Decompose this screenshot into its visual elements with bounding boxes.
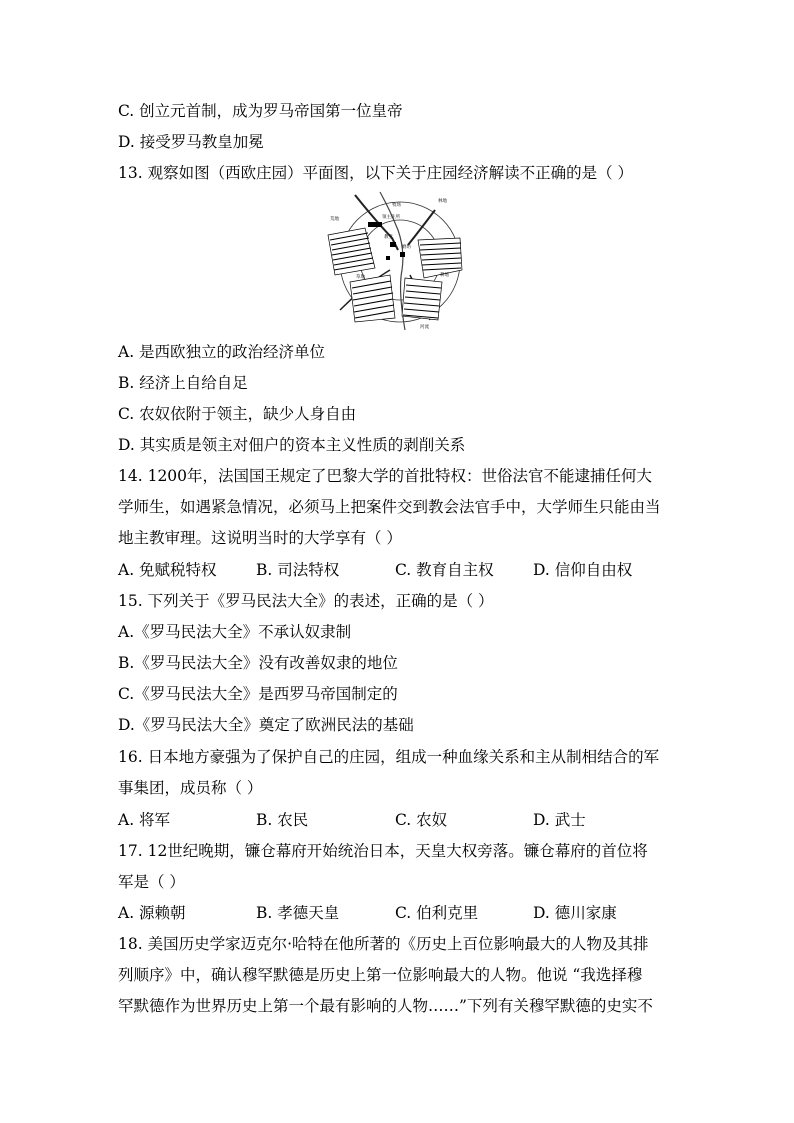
figure-label: 教堂 <box>384 235 393 240</box>
question-14-line-3: 地主教审理。这说明当时的大学享有（ ） <box>118 529 402 547</box>
question-16-line-2: 事集团，成员称（ ） <box>118 779 263 797</box>
question-17-line-1: 17. 12世纪晚期，镰仓幕府开始统治日本，天皇大权旁落。镰仓幕府的首位将 <box>118 842 648 860</box>
figure-label: 河流 <box>420 325 429 330</box>
q13-option-d: D. 其实质是领主对佃户的资本主义性质的剥削关系 <box>118 436 466 454</box>
q15-option-b: B.《罗马民法大全》没有改善奴隶的地位 <box>118 654 398 672</box>
q15-option-d: D.《罗马民法大全》奠定了欧洲民法的基础 <box>118 716 414 734</box>
q13-option-b: B. 经济上自给自足 <box>118 374 248 392</box>
figure-label: 领主住所 <box>382 215 400 220</box>
q17-option-a: A. 源赖朝 <box>118 904 186 922</box>
q12-option-c: C. 创立元首制，成为罗马帝国第一位皇帝 <box>118 102 403 120</box>
q17-option-c: C. 伯利克里 <box>395 904 479 922</box>
q16-option-d: D. 武士 <box>533 811 586 829</box>
figure-label: 草地 <box>356 275 365 280</box>
q14-option-b: B. 司法特权 <box>256 561 340 579</box>
question-13-stem: 13. 观察如图（西欧庄园）平面图，以下关于庄园经济解读不正确的是（ ） <box>118 164 634 182</box>
q14-option-d: D. 信仰自由权 <box>533 561 633 579</box>
figure-label: 牧场 <box>392 203 401 208</box>
question-14-line-2: 学师生，如遇紧急情况，必须马上把案件交到教会法官手中，大学师生只能由当 <box>118 498 661 516</box>
question-18-line-3: 罕默德作为世界历史上第一个最有影响的人物……”下列有关穆罕默德的史实不 <box>118 997 653 1015</box>
figure-label: 林地 <box>438 199 447 204</box>
q15-option-c: C.《罗马民法大全》是西罗马帝国制定的 <box>118 685 398 703</box>
question-17-line-2: 军是（ ） <box>118 873 185 891</box>
q14-option-c: C. 教育自主权 <box>395 561 494 579</box>
figure-label: 磨坊 <box>402 245 411 250</box>
q15-option-a: A.《罗马民法大全》不承认奴隶制 <box>118 623 352 641</box>
question-18-line-1: 18. 美国历史学家迈克尔·哈特在他所著的《历史上百位影响最大的人物及其排 <box>118 935 649 953</box>
manor-plan-figure <box>320 190 474 332</box>
figure-label: 荒地 <box>330 217 339 222</box>
q16-option-b: B. 农民 <box>256 811 309 829</box>
q16-option-a: A. 将军 <box>118 811 171 829</box>
q13-option-a: A. 是西欧独立的政治经济单位 <box>118 343 326 361</box>
q14-option-a: A. 免赋税特权 <box>118 561 217 579</box>
q12-option-d: D. 接受罗马教皇加冕 <box>118 133 264 151</box>
figure-label: 耕地 <box>440 273 449 278</box>
q13-option-c: C. 农奴依附于领主，缺少人身自由 <box>118 405 357 423</box>
q17-option-d: D. 德川家康 <box>533 904 617 922</box>
question-14-line-1: 14. 1200年，法国国王规定了巴黎大学的首批特权：世俗法官不能逮捕任何大 <box>118 467 653 485</box>
question-18-line-2: 列顺序》中，确认穆罕默德是历史上第一位影响最大的人物。他说 “我选择穆 <box>118 966 643 984</box>
q16-option-c: C. 农奴 <box>395 811 448 829</box>
question-16-line-1: 16. 日本地方豪强为了保护自己的庄园，组成一种血缘关系和主从制相结合的军 <box>118 748 660 766</box>
question-15-stem: 15. 下列关于《罗马民法大全》的表述，正确的是（ ） <box>118 592 494 610</box>
q17-option-b: B. 孝德天皇 <box>256 904 340 922</box>
